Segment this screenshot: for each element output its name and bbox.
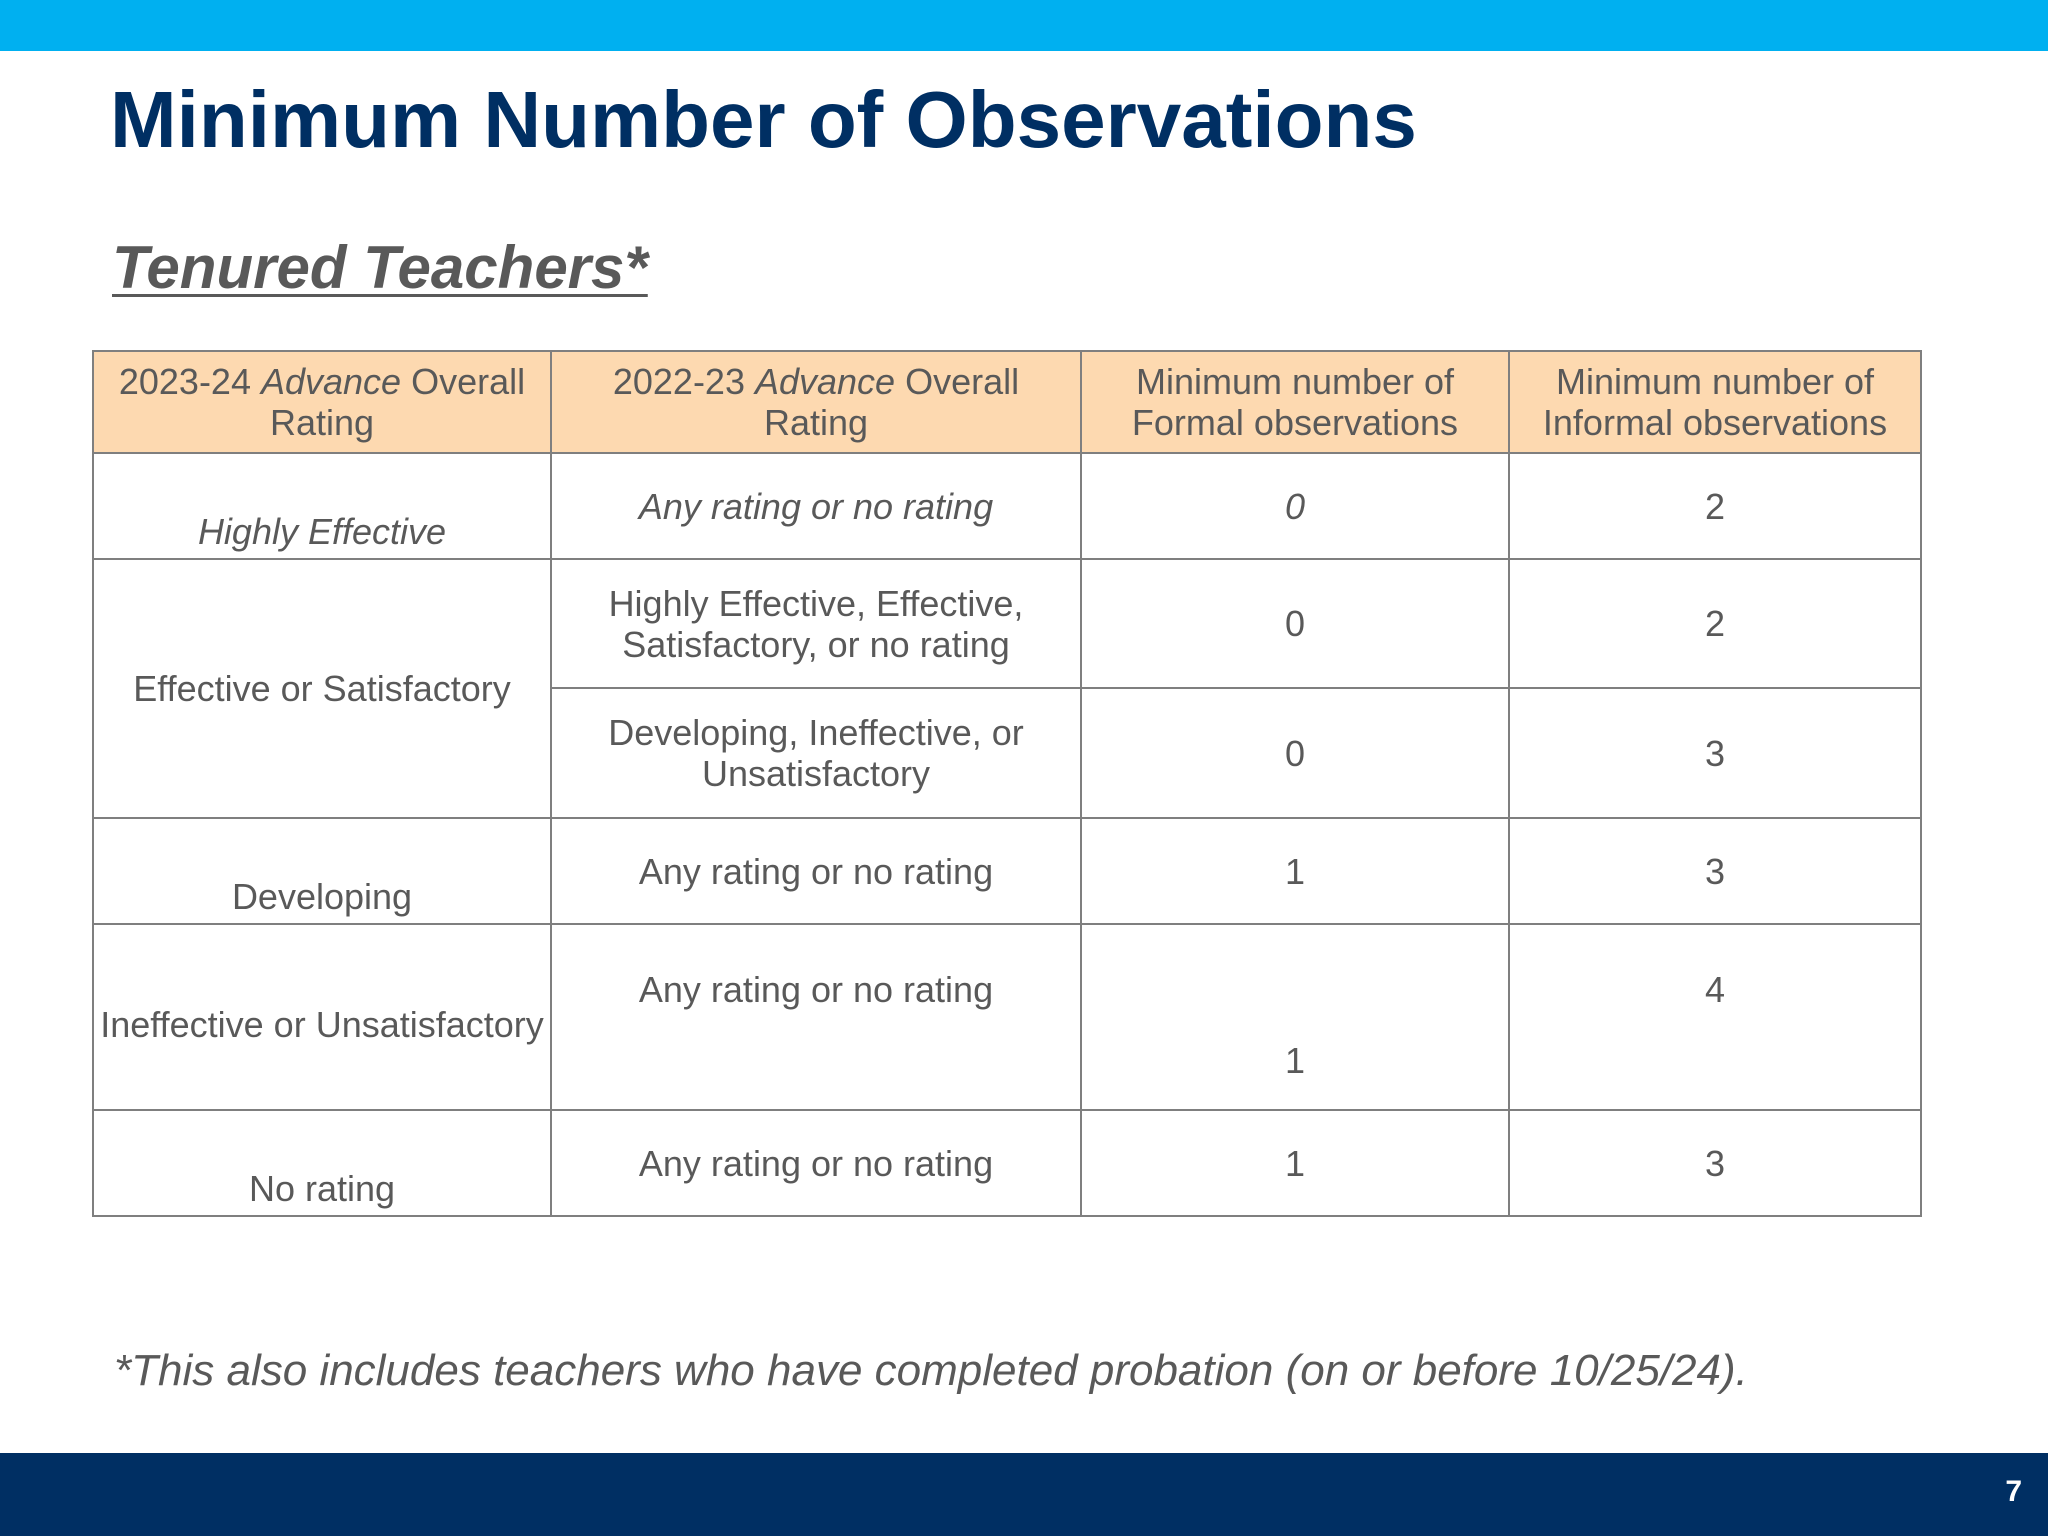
formal-count-cell: 0 <box>1081 453 1509 559</box>
table-row <box>93 1110 1921 1216</box>
header-2023-24-rating: 2023-24 Advance Overall Rating <box>93 351 551 453</box>
informal-count-cell: 4 <box>1509 924 1921 1110</box>
rating-2023-24-cell: No rating <box>93 1110 551 1216</box>
header-min-informal: Minimum number of Informal observations <box>1509 351 1921 453</box>
rating-2022-23-cell: Any rating or no rating <box>551 1110 1081 1216</box>
informal-count-cell: 3 <box>1509 818 1921 924</box>
footnote: *This also includes teachers who have completed probation (on or before 10/25/24). <box>114 1346 1748 1395</box>
table-header-row <box>93 351 1921 453</box>
table-row <box>93 924 1921 1110</box>
observations-table <box>92 350 1922 1217</box>
page-number: 7 <box>2005 1475 2022 1508</box>
rating-2022-23-cell: Developing, Ineffective, or Unsatisfactory <box>551 688 1081 818</box>
informal-count-cell: 2 <box>1509 453 1921 559</box>
table-row <box>93 818 1921 924</box>
rating-2022-23-cell: Any rating or no rating <box>551 924 1081 1110</box>
rating-2023-24-cell: Effective or Satisfactory <box>93 559 551 818</box>
formal-count-cell: 1 <box>1081 1110 1509 1216</box>
header-2022-23-rating: 2022-23 Advance Overall Rating <box>551 351 1081 453</box>
table-row <box>93 559 1921 688</box>
rating-2022-23-cell: Any rating or no rating <box>551 453 1081 559</box>
top-accent-bar <box>0 0 2048 51</box>
header-min-formal: Minimum number of Formal observations <box>1081 351 1509 453</box>
formal-count-cell: 1 <box>1081 818 1509 924</box>
formal-count-cell: 0 <box>1081 559 1509 688</box>
rating-2023-24-cell: Highly Effective <box>93 453 551 559</box>
formal-count-cell: 1 <box>1081 924 1509 1110</box>
slide-title: Minimum Number of Observations <box>110 75 1417 164</box>
formal-count-cell: 0 <box>1081 688 1509 818</box>
table-row <box>93 453 1921 559</box>
informal-count-cell: 2 <box>1509 559 1921 688</box>
rating-2022-23-cell: Any rating or no rating <box>551 818 1081 924</box>
rating-2023-24-cell: Ineffective or Unsatisfactory <box>93 924 551 1110</box>
informal-count-cell: 3 <box>1509 1110 1921 1216</box>
rating-2022-23-cell: Highly Effective, Effective, Satisfactory, or no rating <box>551 559 1081 688</box>
bottom-footer-bar <box>0 1453 2048 1536</box>
slide-subtitle: Tenured Teachers* <box>112 234 648 301</box>
rating-2023-24-cell: Developing <box>93 818 551 924</box>
informal-count-cell: 3 <box>1509 688 1921 818</box>
